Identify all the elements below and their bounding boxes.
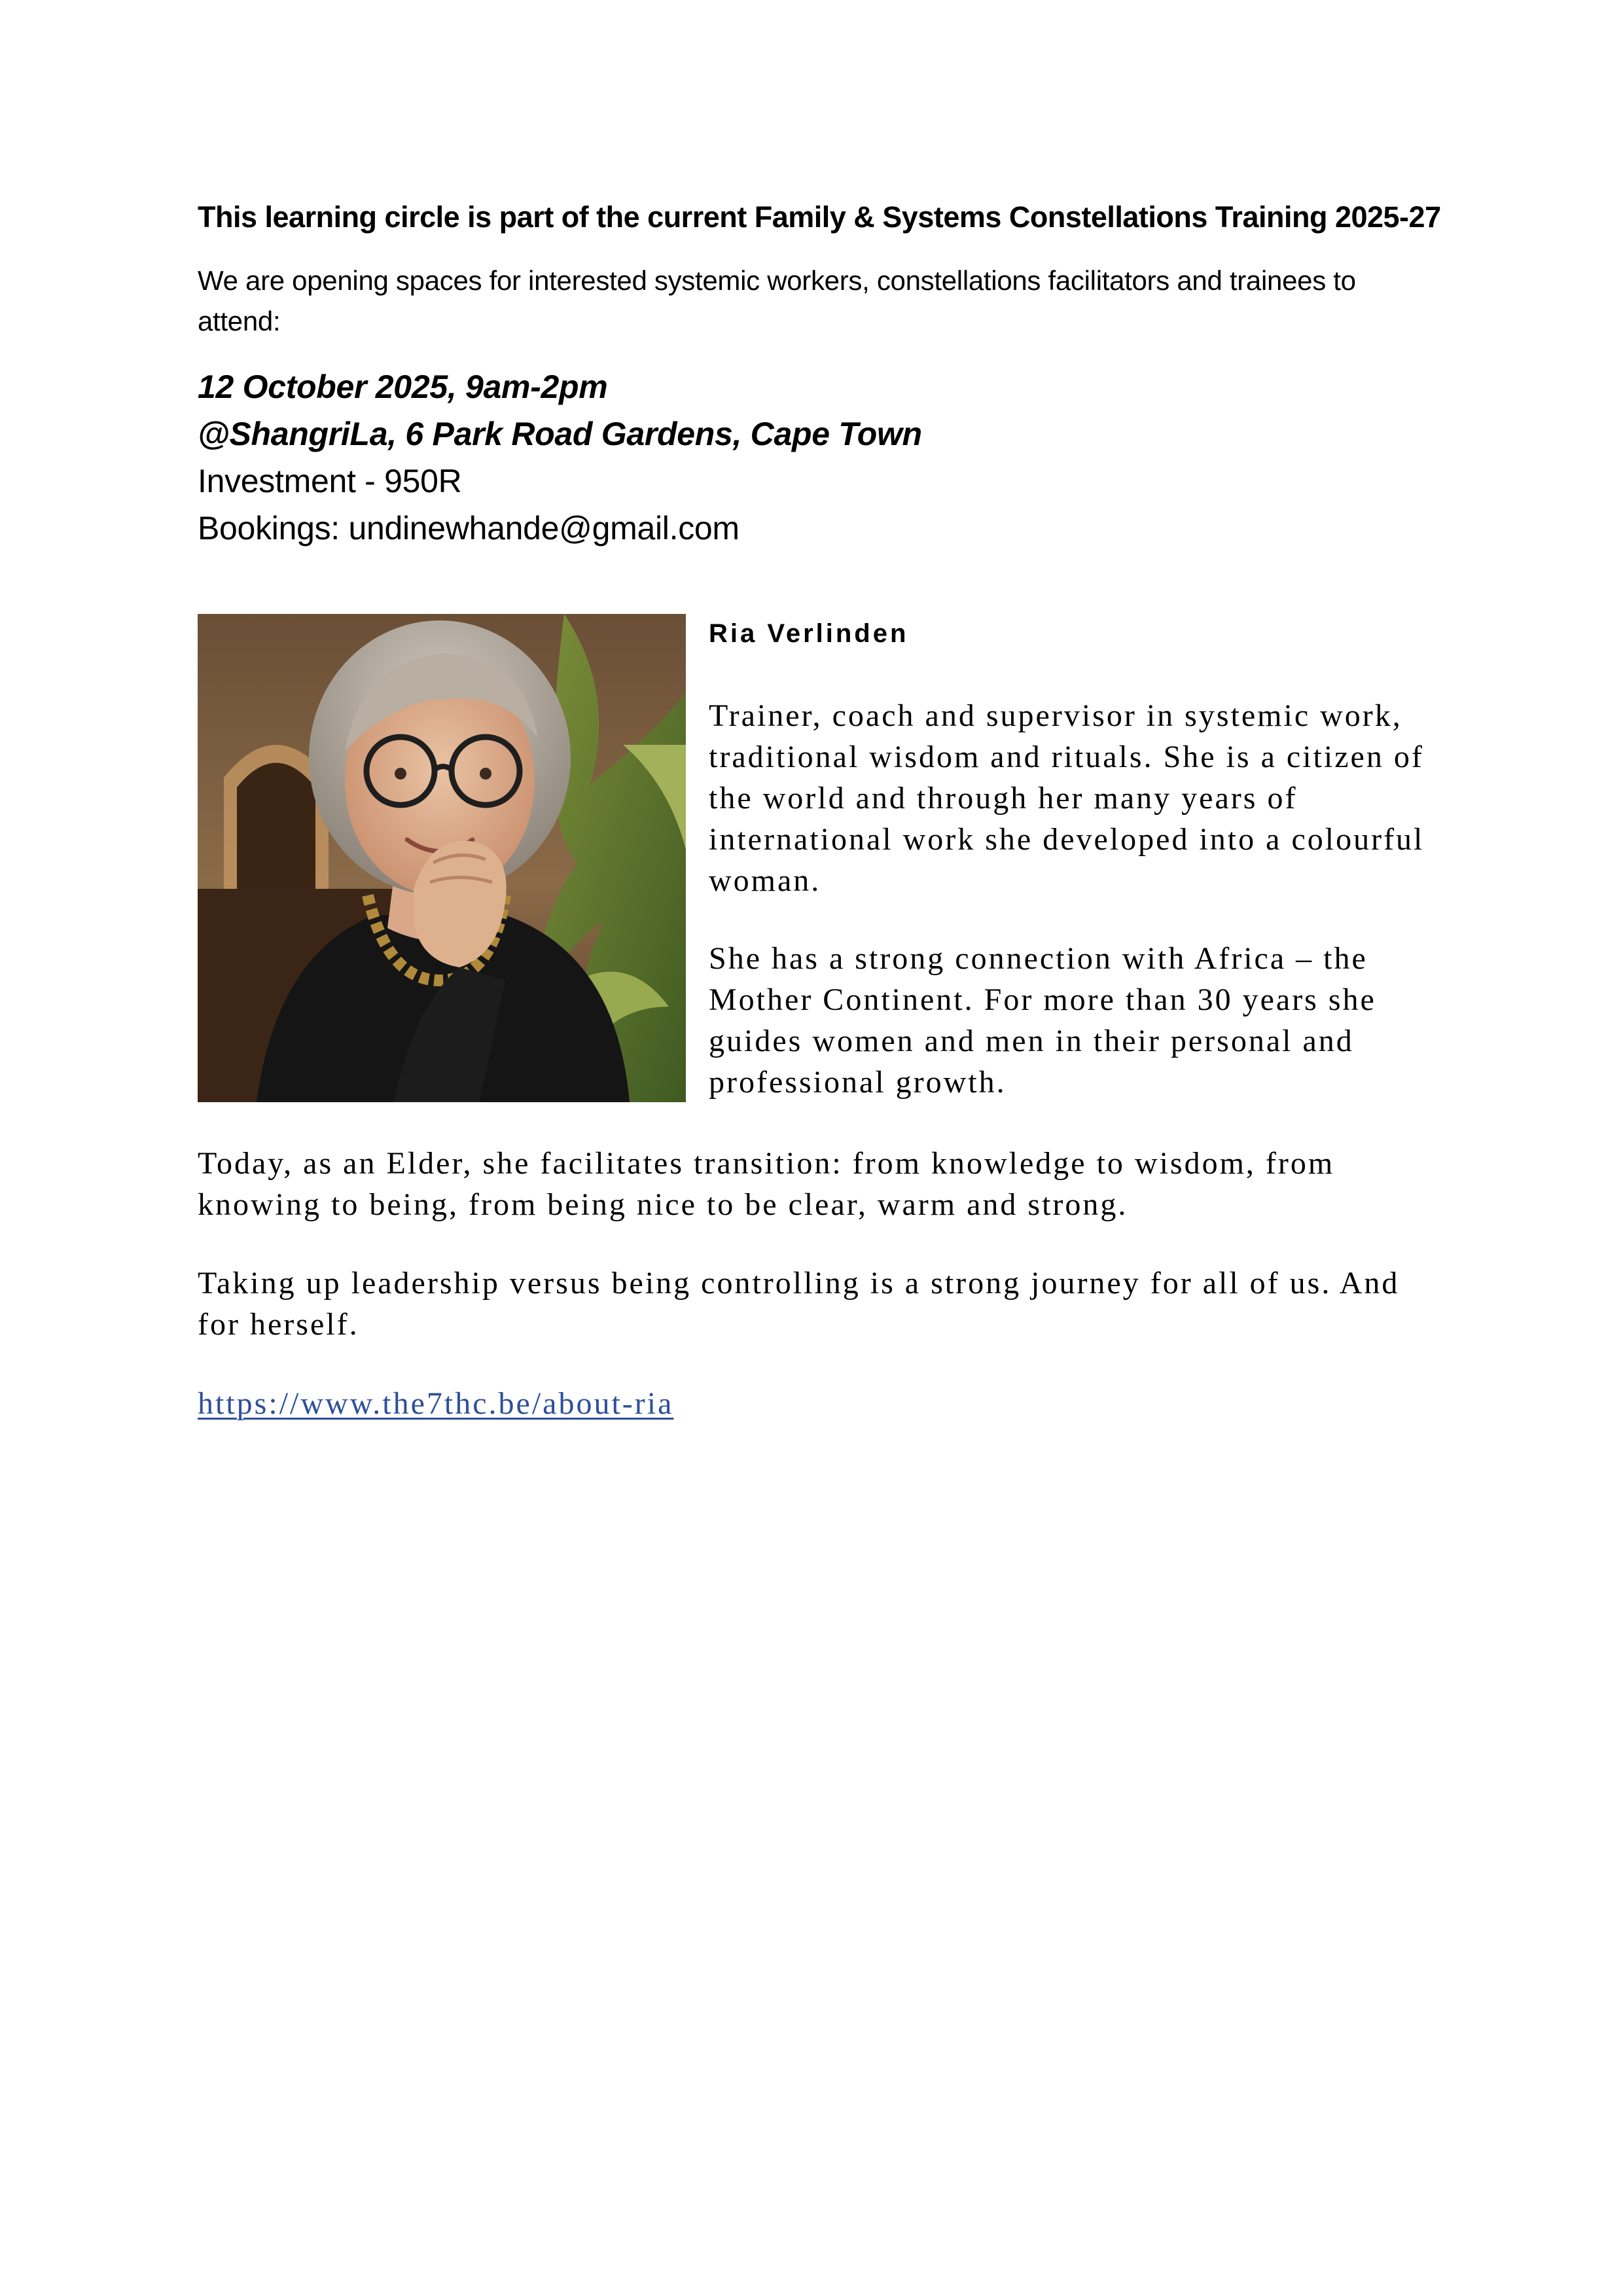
bio-paragraph: Trainer, coach and supervisor in systemic work, traditional wisdom and rituals. She is a citizen of the world and through her many years of international work she developed into a colourful woman. <box>709 698 1425 898</box>
event-venue: @ShangriLa, 6 Park Road Gardens, Cape Town <box>198 416 922 452</box>
event-investment: Investment - 950R <box>198 463 462 499</box>
event-details <box>198 363 1441 552</box>
event-date-time: 12 October 2025, 9am-2pm <box>198 368 608 405</box>
bio-paragraph: She has a strong connection with Africa – the Mother Continent. For more than 30 years she guides women and men in their personal and professional growth. <box>709 941 1376 1100</box>
event-bookings: Bookings: undinewhande@gmail.com <box>198 510 740 547</box>
bio-paragraph: Today, as an Elder, she facilitates transition: from knowledge to wisdom, from knowing to being, from being nice to be clear, warm and strong. <box>198 1146 1335 1222</box>
bio-name: Ria Verlinden <box>709 619 909 648</box>
bio-paragraph: Taking up leadership versus being controlling is a strong journey for all of us. And for herself. <box>198 1266 1400 1342</box>
about-ria-link[interactable]: https://www.the7thc.be/about-ria <box>198 1386 674 1421</box>
page-heading: This learning circle is part of the current Family & Systems Constellations Training 2025-27 <box>198 200 1441 234</box>
portrait-photo <box>198 614 686 1102</box>
intro-text: We are opening spaces for interested systemic workers, constellations facilitators and trainees to attend: <box>198 265 1356 336</box>
